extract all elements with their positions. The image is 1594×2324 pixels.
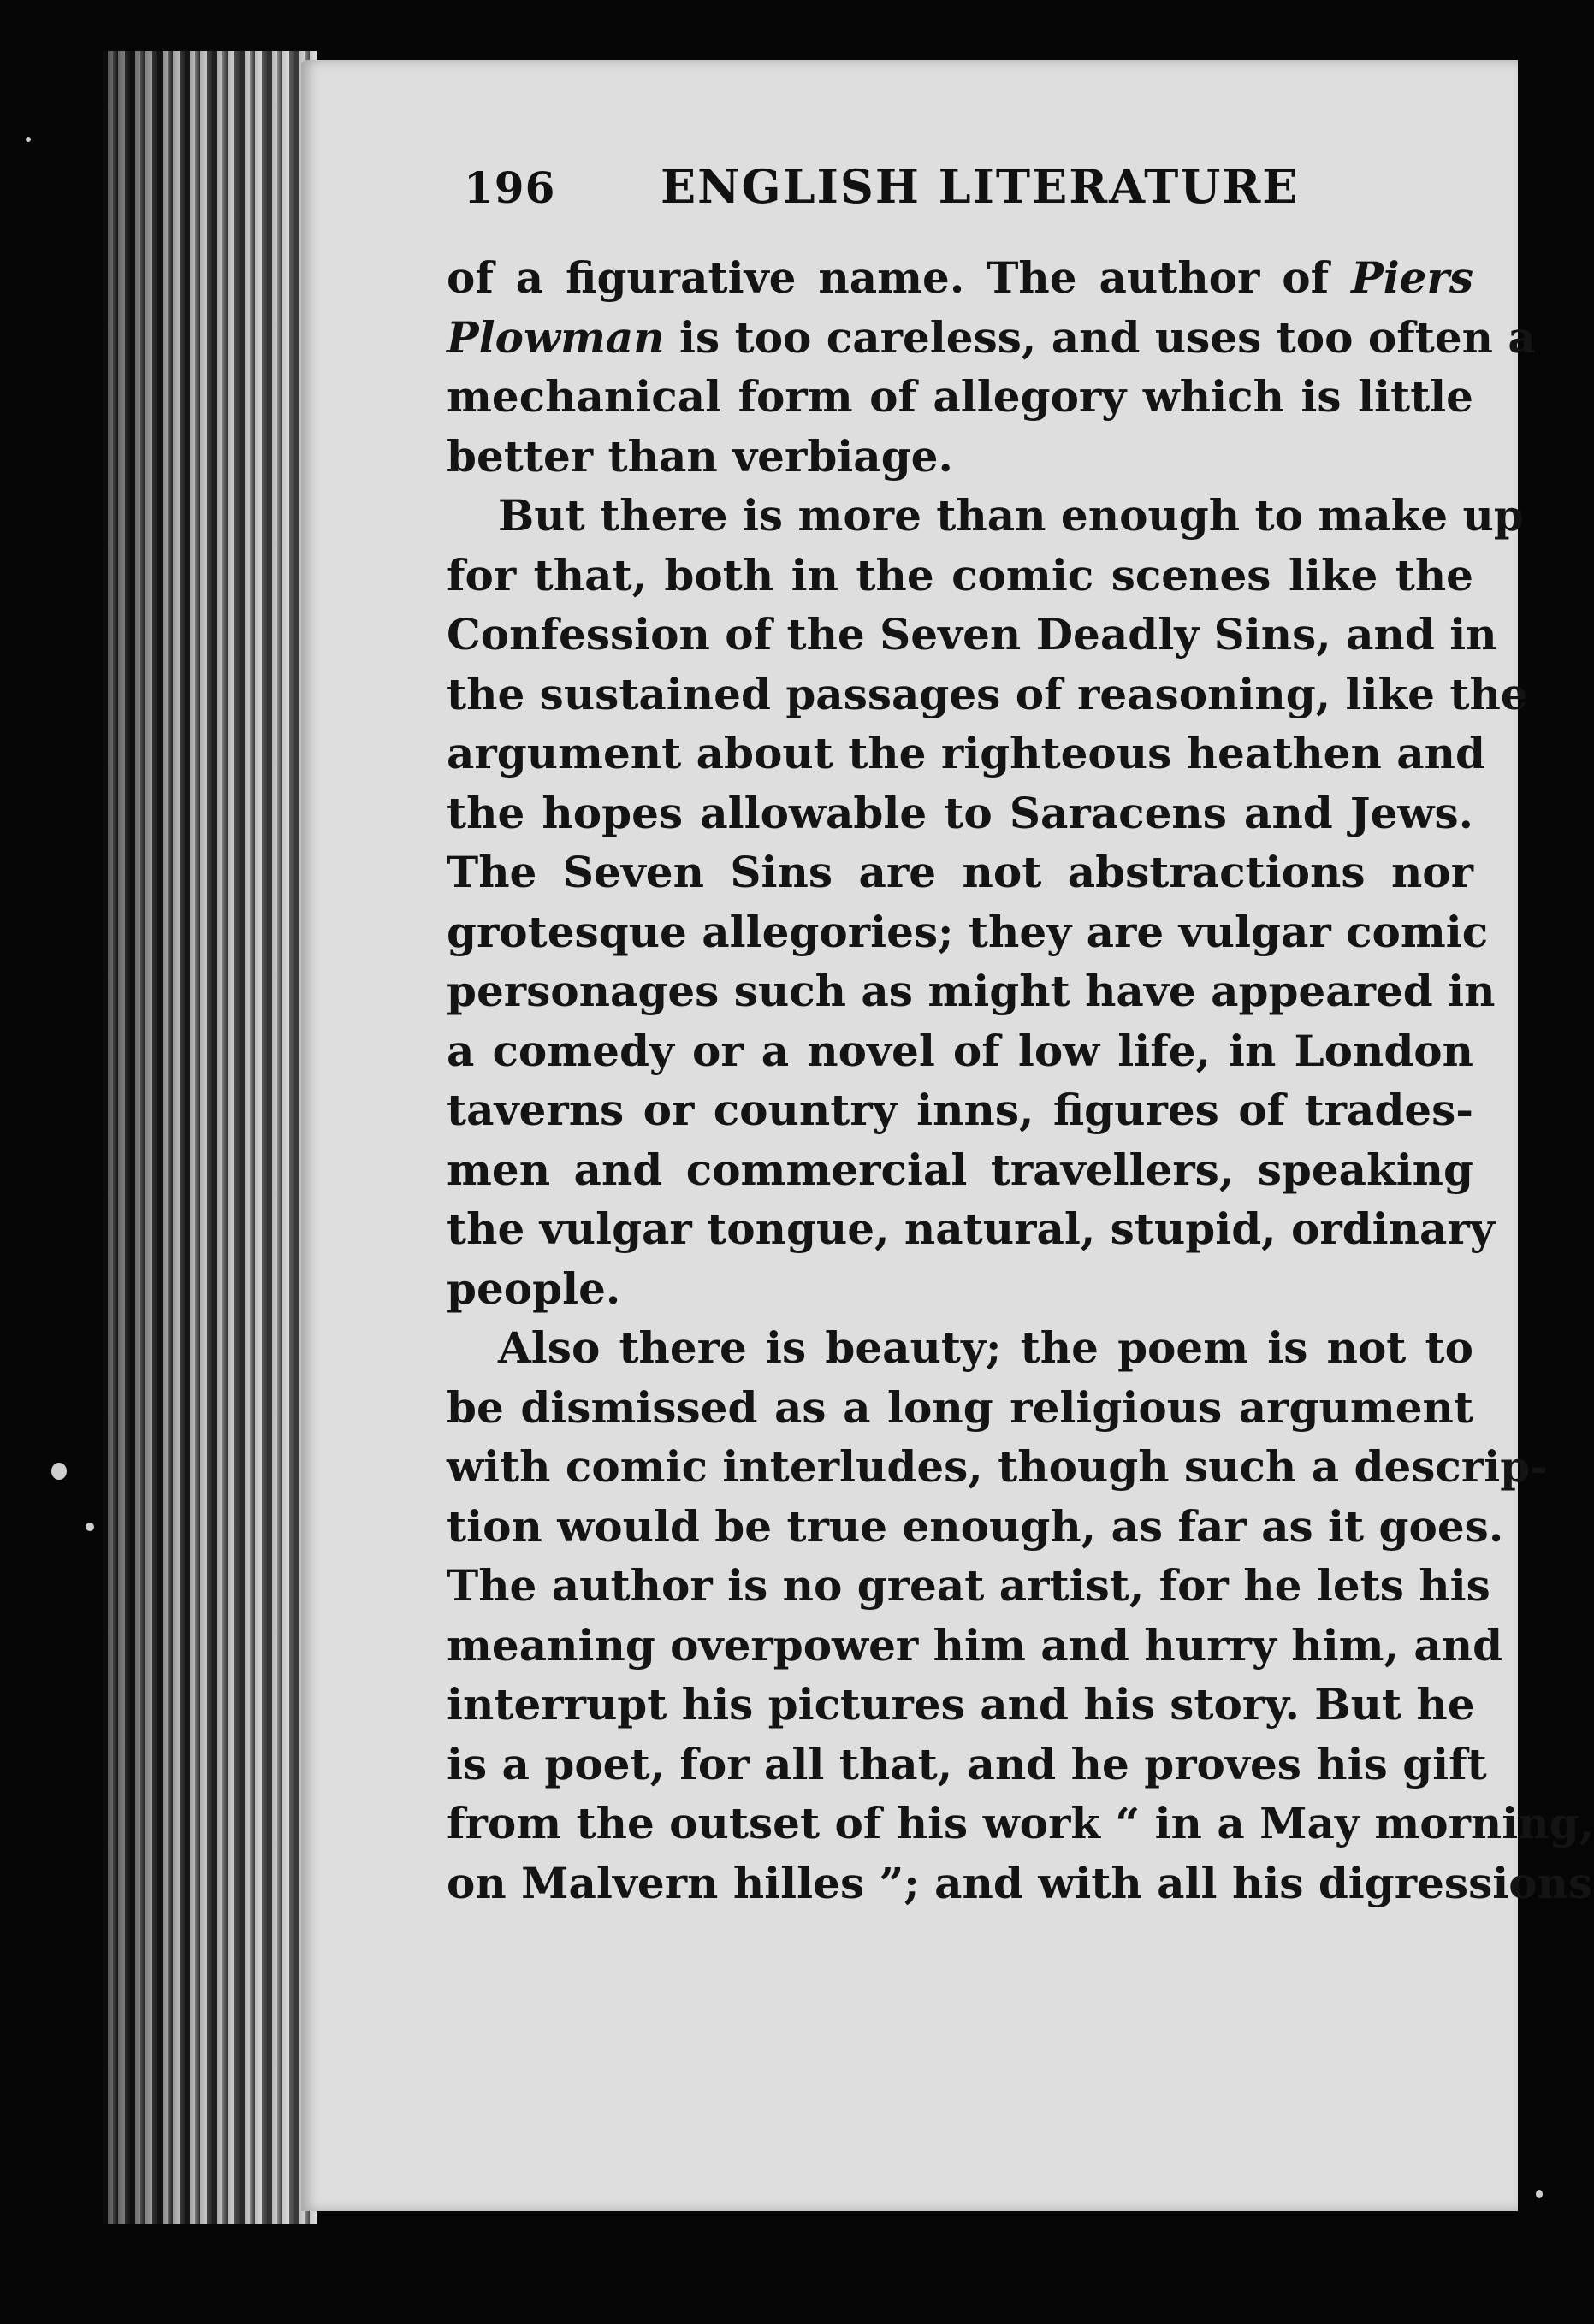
book-page xyxy=(301,60,1594,2211)
text-line: of a figurative name. The author of Piers xyxy=(447,252,1473,303)
italic-title: Piers xyxy=(1351,252,1473,303)
text-line: with comic interludes, though such a descrip- xyxy=(447,1441,1548,1492)
text-line: Also there is beauty; the poem is not to xyxy=(498,1322,1473,1373)
dust-speck xyxy=(1536,2190,1543,2198)
text-line: better than verbiage. xyxy=(447,430,953,482)
text-line: mechanical form of allegory which is little xyxy=(447,371,1473,422)
running-head: ENGLISH LITERATURE xyxy=(661,159,1300,214)
text-line: for that, both in the comic scenes like the xyxy=(447,549,1473,600)
text-line: the hopes allowable to Saracens and Jews. xyxy=(447,787,1473,838)
text-line: The author is no great artist, for he lets his xyxy=(447,1560,1490,1611)
text-line: tion would be true enough, as far as it goes. xyxy=(447,1500,1504,1552)
page-number: 196 xyxy=(464,163,556,213)
page-header xyxy=(464,154,1593,231)
dust-speck xyxy=(51,1463,67,1480)
text-line: men and commercial travellers, speaking xyxy=(447,1144,1473,1195)
body-text xyxy=(447,248,1594,1913)
text-line: personages such as might have appeared in xyxy=(447,966,1496,1016)
text-line: the vulgar tongue, natural, stupid, ordinary xyxy=(447,1203,1495,1254)
text-line: the sustained passages of reasoning, like the xyxy=(447,668,1528,719)
italic-title: Plowman xyxy=(447,311,665,363)
text-line: The Seven Sins are not abstractions nor xyxy=(447,847,1473,897)
text-line: Plowman is too careless, and uses too often a xyxy=(447,311,1536,363)
text-line: interrupt his pictures and his story. But he xyxy=(447,1679,1475,1730)
text-line: on Malvern hilles ”; and with all his digressions xyxy=(447,1857,1593,1908)
text-line: argument about the righteous heathen and xyxy=(447,728,1485,778)
text-line: meaning overpower him and hurry him, and xyxy=(447,1619,1503,1671)
text-line: be dismissed as a long religious argument xyxy=(447,1381,1473,1433)
text-line: is a poet, for all that, and he proves his gift xyxy=(447,1738,1487,1789)
text-line: taverns or country inns, figures of trades- xyxy=(447,1085,1473,1135)
dust-speck xyxy=(86,1523,94,1531)
text-line: Confession of the Seven Deadly Sins, and in xyxy=(447,609,1497,659)
text-line: grotesque allegories; they are vulgar comic xyxy=(447,906,1489,957)
text-line: a comedy or a novel of low life, in London xyxy=(447,1025,1473,1076)
text-line: from the outset of his work “ in a May morning, xyxy=(447,1798,1594,1848)
text-line: people. xyxy=(447,1263,621,1314)
page-edge-stack xyxy=(103,51,317,2224)
text-line: But there is more than enough to make up xyxy=(498,490,1524,541)
dust-speck xyxy=(26,137,31,142)
